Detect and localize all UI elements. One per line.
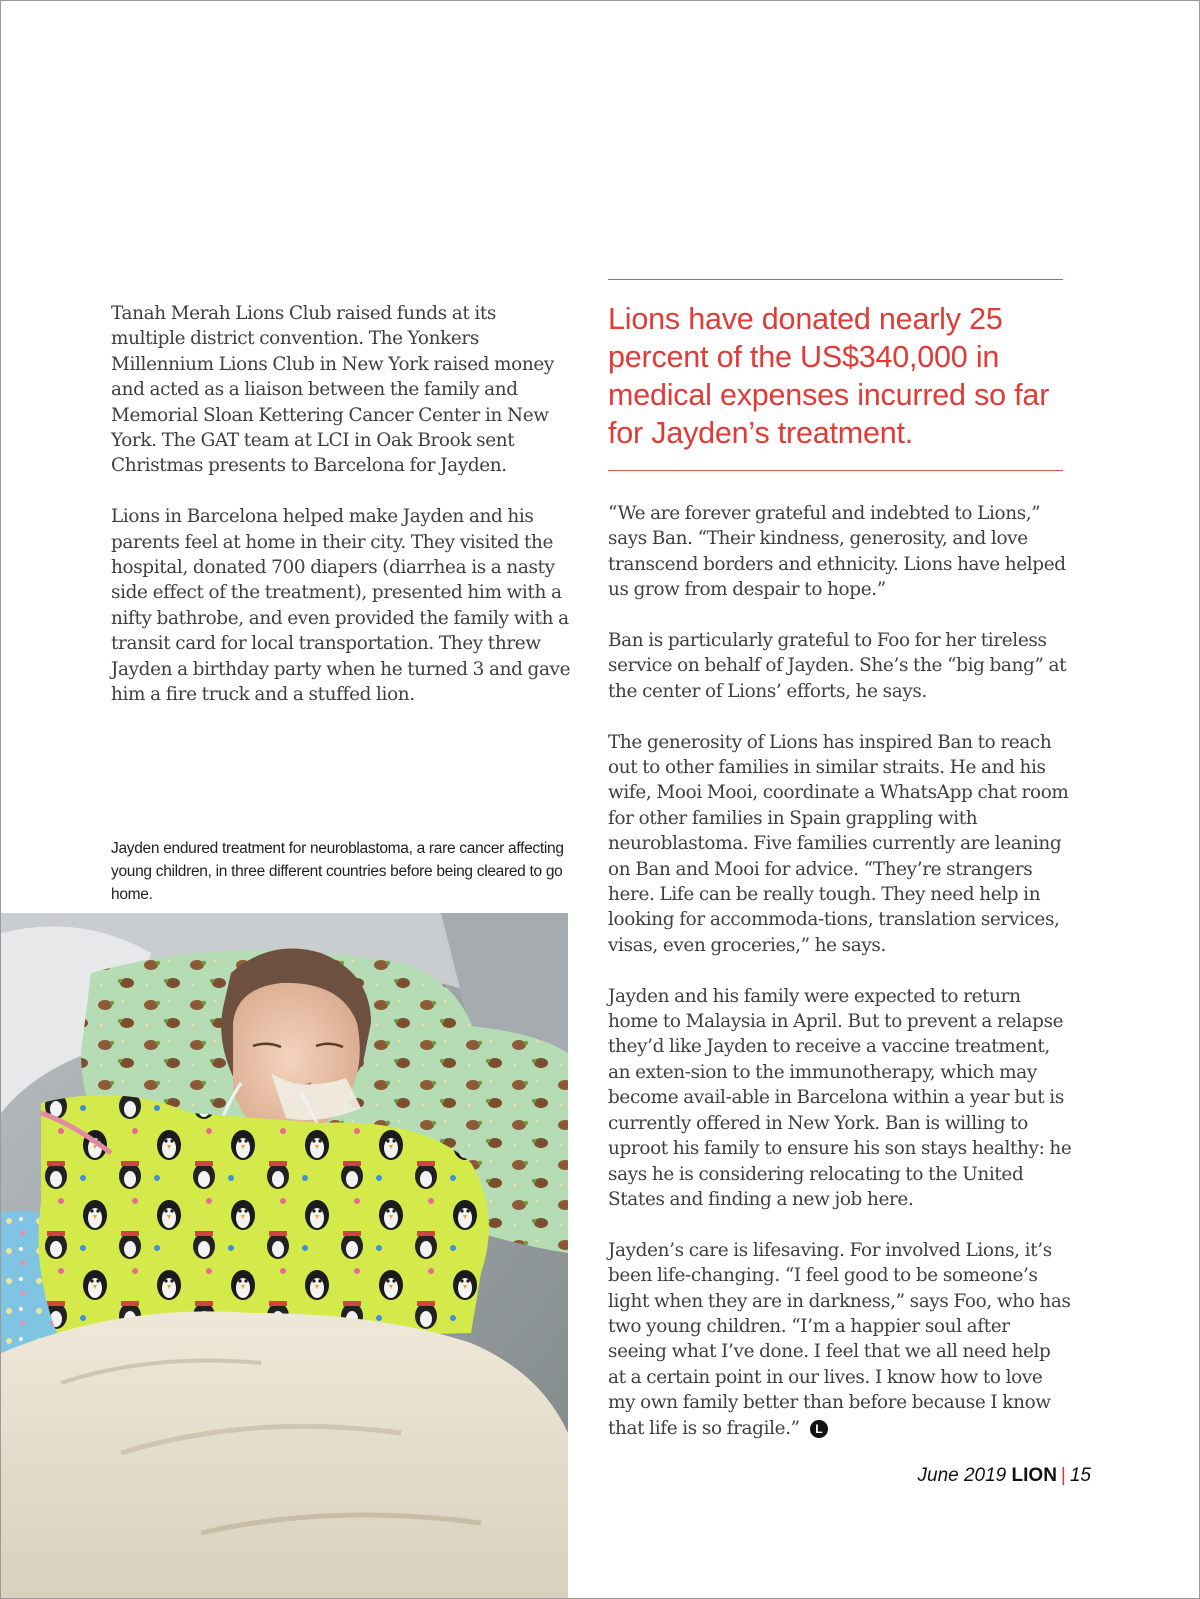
body-paragraph: Ban is particularly grateful to Foo for her tireless service on behalf of Jayden. She’s the “big bang” at the center of Lions’ efforts, he says. — [608, 630, 1067, 702]
pull-quote-top-rule — [608, 279, 1063, 280]
page-folio — [918, 1465, 1092, 1487]
body-paragraph: “We are forever grateful and indebted to Lions,” says Ban. “Their kindness, generosity, and love transcend borders and ethnicity. Lions have helped us grow from despair to hope.” — [608, 503, 1066, 601]
body-paragraph: Lions in Barcelona helped make Jayden and his parents feel at home in their city. They visited the hospital, donated 700 diapers (diarrhea is a nasty side effect of the treatment), presented him with a nifty bathrobe, and even provided the family with a transit card for local transportation. They threw Jayden a birthday party when he turned 3 and gave him a fire truck and a stuffed lion. — [111, 506, 571, 706]
folio-magazine-name: LION — [1011, 1465, 1057, 1486]
pull-quote: Lions have donated nearly 25 percent of the US$340,000 in medical expenses incurred so far for Jayden’s treatment. — [608, 302, 1050, 450]
hospital-photo — [1, 913, 568, 1598]
pull-quote-block — [608, 279, 1063, 471]
photo-illustration — [1, 913, 568, 1598]
body-paragraph: Tanah Merah Lions Club raised funds at its multiple district convention. The Yonkers Millennium Lions Club in New York raised money and acted as a liaison between the family and Memorial Sloan Kettering Cancer Center in New York. The GAT team at LCI in Oak Brook sent Christmas presents to Barcelona for Jayden. — [111, 303, 554, 477]
pull-quote-bottom-rule — [608, 470, 1063, 471]
folio-separator: | — [1060, 1465, 1066, 1486]
body-paragraph-final — [608, 1238, 1072, 1441]
left-text-column — [111, 301, 573, 733]
folio-date: June 2019 — [917, 1465, 1007, 1486]
right-text-column — [608, 501, 1072, 1466]
lion-end-mark-icon: L — [810, 1420, 828, 1438]
final-paragraph-text: Jayden’s care is lifesaving. For involved Lions, it’s been life-changing. “I feel good to be someone’s light when they are in darkness,” says Foo, who has two young children. “I’m a happier soul after seeing what I’ve done. I feel that we all need help at a certain point in our lives. I know how to love my own family better than before because I know that life is so fragile.” — [608, 1239, 1071, 1439]
body-paragraph: The generosity of Lions has inspired Ban to reach out to other families in similar straits. He and his wife, Mooi Mooi, coordinate a WhatsApp chat room for other families in Spain grappling with neuroblastoma. Five families currently are leaning on Ban and Mooi for advice. “They’re strangers here. Life can be really tough. They need help in looking for accommoda-tions, translation services, visas, even groceries,” he says. — [608, 731, 1069, 956]
body-paragraph: Jayden and his family were expected to return home to Malaysia in April. But to prevent a relapse they’d like Jayden to receive a vaccine treatment, an exten-sion to the immunotherapy, which may become avail-able in Barcelona within a year but is currently offered in New York. Ban is willing to uproot his family to ensure his son stays healthy: he says he is considering relocating to the United States and finding a new job here. — [608, 985, 1072, 1210]
photo-caption: Jayden endured treatment for neuroblastoma, a rare cancer affecting young children, in three different countries before being cleared to go home. — [111, 840, 564, 903]
folio-page-number: 15 — [1069, 1465, 1091, 1486]
